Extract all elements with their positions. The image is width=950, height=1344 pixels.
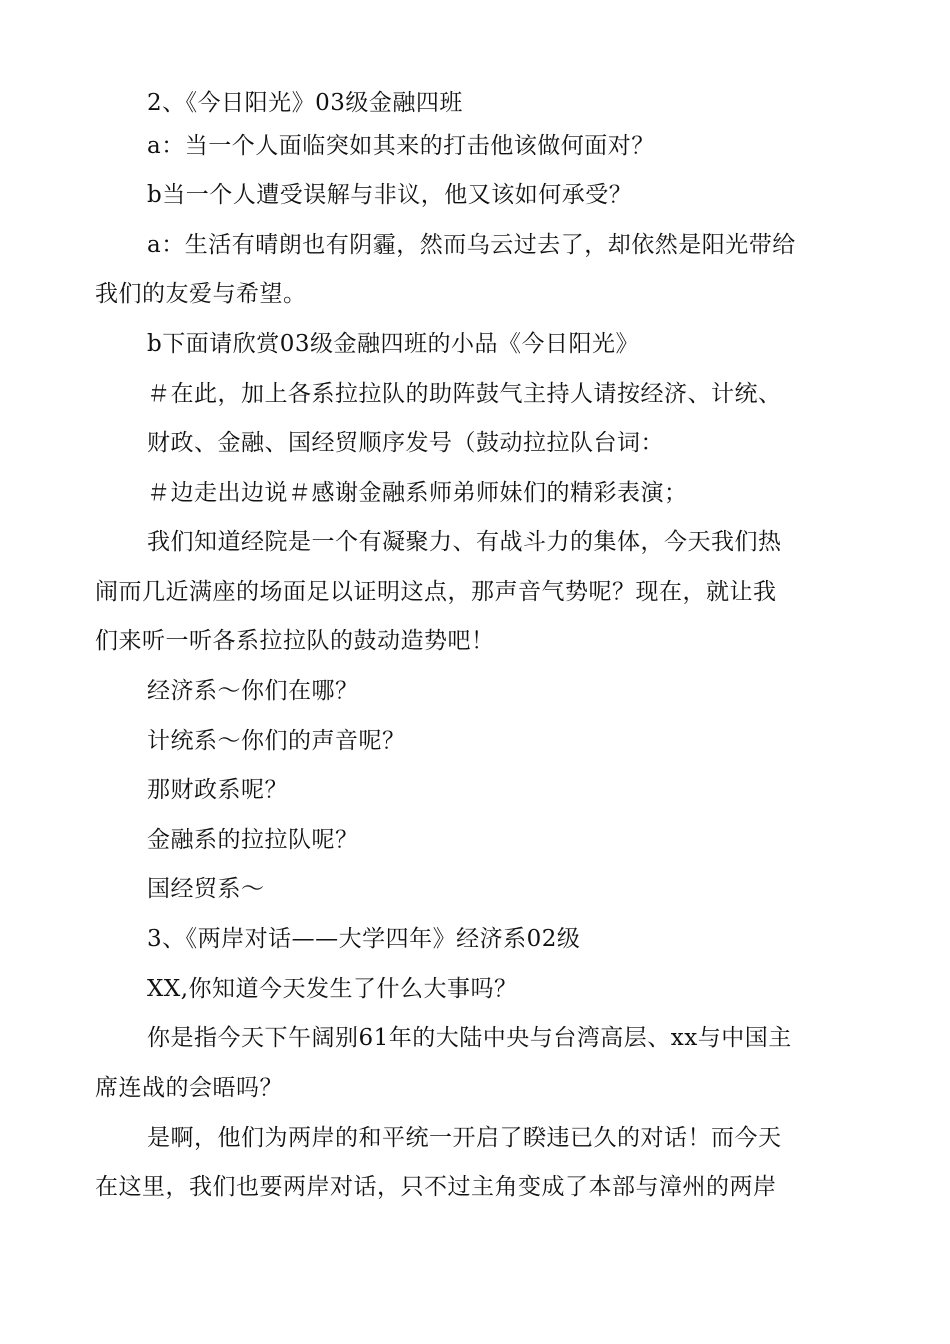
text-line: 们来听一听各系拉拉队的鼓动造势吧！ (95, 628, 495, 654)
text-line: 金融系的拉拉队呢？ (147, 827, 359, 853)
text-line: ＃边走出边说＃感谢金融系师弟师妹们的精彩表演； (147, 480, 688, 506)
text-line: ＃在此，加上各系拉拉队的助阵鼓气主持人请按经济、计统、 (147, 381, 782, 407)
text-line: 国经贸系～ (147, 876, 265, 902)
text-line: 闹而几近满座的场面足以证明这点，那声音气势呢？现在，就让我 (95, 579, 777, 605)
text-line: 你是指今天下午阔别61年的大陆中央与台湾高层、xx与中国主 (147, 1025, 792, 1051)
text-line: XX,你知道今天发生了什么大事吗？ (147, 976, 518, 1002)
text-line: 在这里，我们也要两岸对话，只不过主角变成了本部与漳州的两岸 (95, 1174, 777, 1200)
text-line: 财政、金融、国经贸顺序发号（鼓动拉拉队台词： (147, 430, 664, 456)
text-line: 我们知道经院是一个有凝聚力、有战斗力的集体，今天我们热 (147, 529, 782, 555)
text-line: 2、《今日阳光》03级金融四班 (147, 90, 463, 116)
text-line: a：当一个人面临突如其来的打击他该做何面对？ (147, 133, 655, 159)
text-line: 是啊，他们为两岸的和平统一开启了睽违已久的对话！而今天 (147, 1125, 782, 1151)
text-line: 席连战的会晤吗？ (95, 1075, 283, 1101)
text-line: a：生活有晴朗也有阴霾，然而乌云过去了，却依然是阳光带给 (147, 232, 796, 258)
text-line: b下面请欣赏03级金融四班的小品《今日阳光》 (147, 331, 639, 357)
text-line: b当一个人遭受误解与非议，他又该如何承受？ (147, 182, 633, 208)
text-line: 计统系～你们的声音呢？ (147, 728, 406, 754)
text-line: 3、《两岸对话——大学四年》经济系02级 (147, 926, 581, 952)
text-line: 我们的友爱与希望。 (95, 281, 307, 307)
text-line: 经济系～你们在哪？ (147, 678, 359, 704)
text-line: 那财政系呢？ (147, 777, 288, 803)
